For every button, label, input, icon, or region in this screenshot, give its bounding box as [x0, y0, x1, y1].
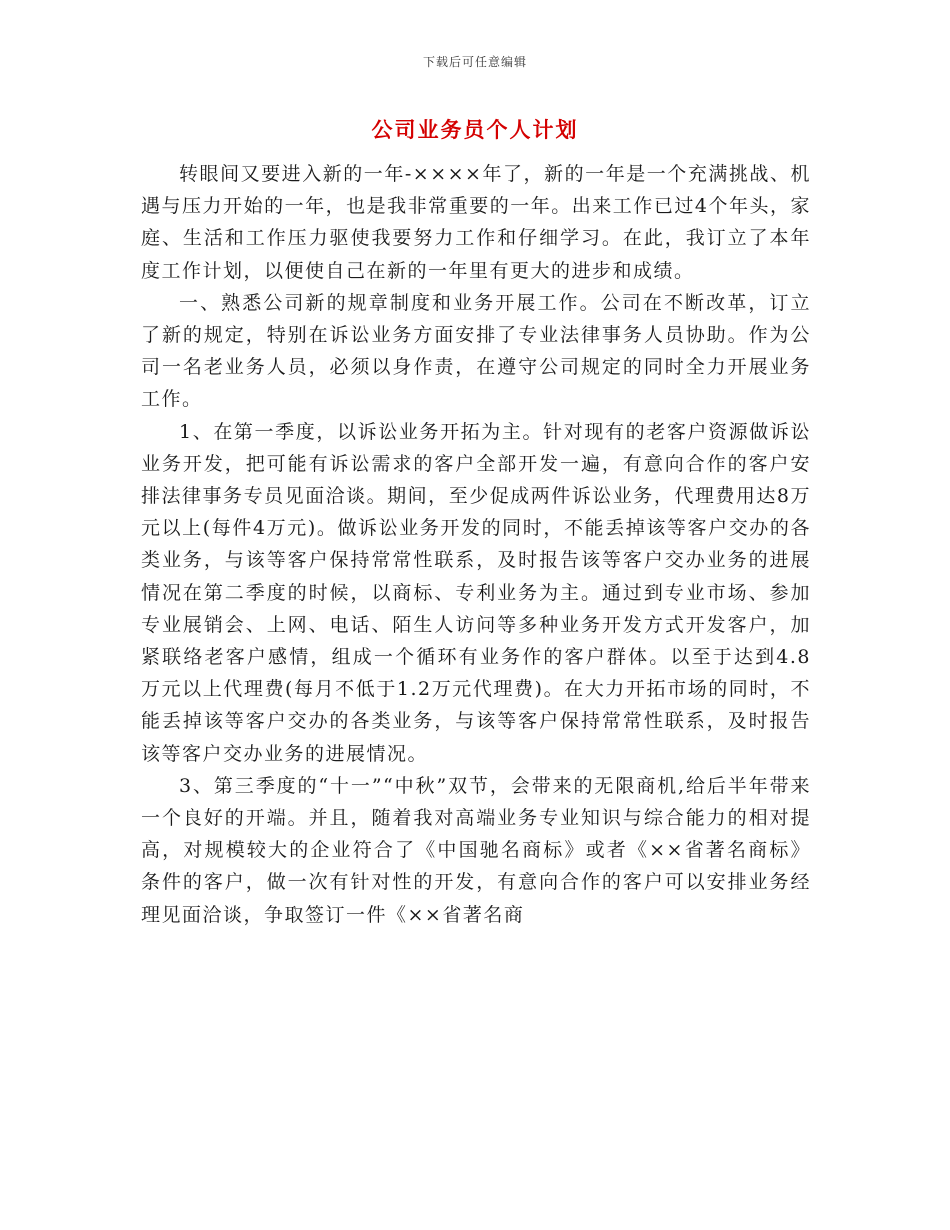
paragraph-item-one: 1、在第一季度，以诉讼业务开拓为主。针对现有的老客户资源做诉讼业务开发，把可能有诉讼需求的客户全部开发一遍，有意向合作的客户安排法律事务专员见面洽谈。期间，至少促成两件诉讼业务，代理费用达8万元以上(每件4万元)。做诉讼业务开发的同时，不能丢掉该等客户交办的各类业务，与该等客户保持常常性联系，及时报告该等客户交办业务的进展情况在第二季度的时候，以商标、专利业务为主。通过到专业市场、参加专业展销会、上网、电话、陌生人访问等多种业务开发方式开发客户，加紧联络老客户感情，组成一个循环有业务作的客户群体。以至于达到4.8万元以上代理费(每月不低于1.2万元代理费)。在大力开拓市场的同时，不能丢掉该等客户交办的各类业务，与该等客户保持常常性联系，及时报告该等客户交办业务的进展情况。: [141, 420, 811, 765]
document-body: [141, 158, 811, 931]
document-title: 公司业务员个人计划: [371, 117, 579, 142]
paragraph-intro: 转眼间又要进入新的一年-××××年了，新的一年是一个充满挑战、机遇与压力开始的一年，也是我非常重要的一年。出来工作已过4个年头，家庭、生活和工作压力驱使我要努力工作和仔细学习。在此，我订立了本年度工作计划，以便使自己在新的一年里有更大的进步和成绩。: [141, 163, 811, 282]
paragraph-item-three: 3、第三季度的“十一”“中秋”双节，会带来的无限商机,给后半年带来一个良好的开端。并且，随着我对高端业务专业知识与综合能力的相对提高，对规模较大的企业符合了《中国驰名商标》或者《××省著名商标》条件的客户，做一次有针对性的开发，有意向合作的客户可以安排业务经理见面洽谈，争取签订一件《××省著名商: [141, 774, 811, 926]
paragraph-section-one: 一、熟悉公司新的规章制度和业务开展工作。公司在不断改革，订立了新的规定，特别在诉讼业务方面安排了专业法律事务人员协助。作为公司一名老业务人员，必须以身作责，在遵守公司规定的同时全力开展业务工作。: [141, 291, 811, 411]
page-header-note: 下载后可任意编辑: [422, 55, 527, 69]
